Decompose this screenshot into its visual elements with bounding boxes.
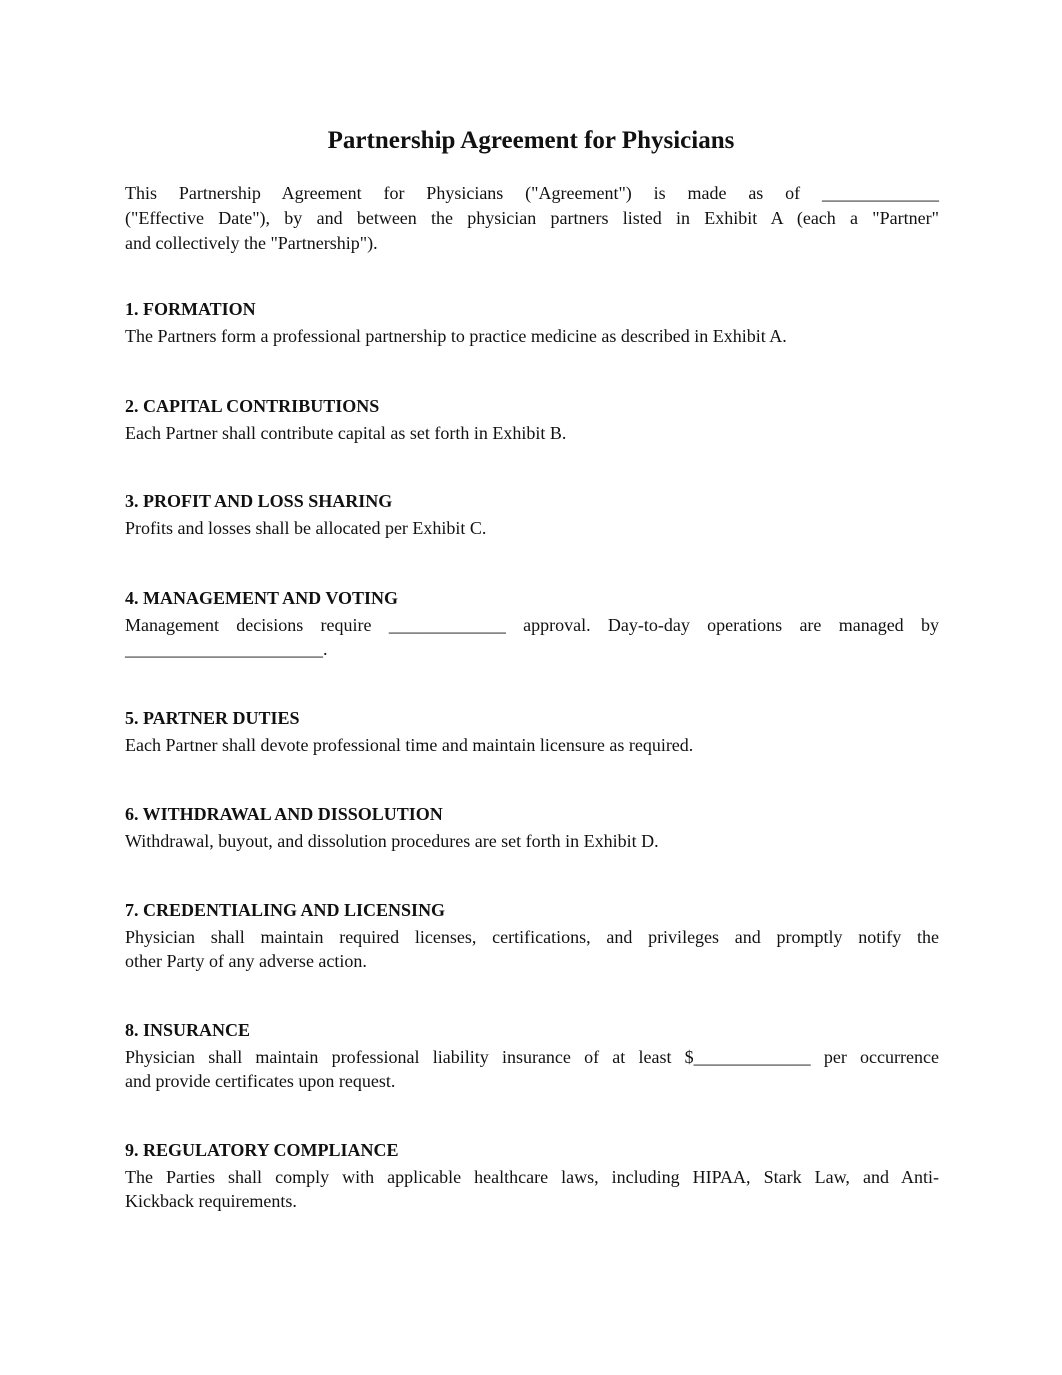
section-body <box>125 613 939 661</box>
section-body-line: Physician shall maintain required licenses, certifications, and privileges and promptly notify the <box>125 927 939 947</box>
section-heading: 5. PARTNER DUTIES <box>125 708 300 728</box>
section-body-line: and provide certificates upon request. <box>125 1071 396 1091</box>
section-body <box>125 516 939 540</box>
section-heading: 3. PROFIT AND LOSS SHARING <box>125 491 393 511</box>
section-capital-contributions <box>125 394 939 445</box>
section-management-voting <box>125 586 939 661</box>
section-heading: 2. CAPITAL CONTRIBUTIONS <box>125 396 380 416</box>
section-heading: 9. REGULATORY COMPLIANCE <box>125 1140 399 1160</box>
section-insurance <box>125 1018 939 1093</box>
section-body <box>125 925 939 973</box>
section-body <box>125 829 939 853</box>
section-regulatory-compliance <box>125 1138 939 1213</box>
intro-line: This Partnership Agreement for Physicians ("Agreement") is made as of _____________ <box>125 183 939 203</box>
section-body <box>125 733 939 757</box>
section-withdrawal-dissolution <box>125 802 939 853</box>
section-body-line: Withdrawal, buyout, and dissolution procedures are set forth in Exhibit D. <box>125 831 659 851</box>
section-body-line: Kickback requirements. <box>125 1191 297 1211</box>
section-partner-duties <box>125 706 939 757</box>
section-body <box>125 421 939 445</box>
section-body-line: Physician shall maintain professional liability insurance of at least $_____________ per occurrence <box>125 1047 939 1067</box>
section-body <box>125 1165 939 1213</box>
intro-paragraph <box>125 181 939 256</box>
section-body <box>125 1045 939 1093</box>
section-body-line: Profits and losses shall be allocated per Exhibit C. <box>125 518 487 538</box>
section-body-line: ______________________. <box>125 639 328 659</box>
section-body-line: Each Partner shall contribute capital as set forth in Exhibit B. <box>125 423 567 443</box>
section-heading: 8. INSURANCE <box>125 1020 251 1040</box>
document-title: Partnership Agreement for Physicians <box>327 127 735 154</box>
intro-line: ("Effective Date"), by and between the physician partners listed in Exhibit A (each a "Partner" <box>125 208 939 228</box>
section-credentialing-licensing <box>125 898 939 973</box>
section-formation <box>125 297 939 348</box>
section-heading: 4. MANAGEMENT AND VOTING <box>125 588 398 608</box>
section-body-line: The Parties shall comply with applicable healthcare laws, including HIPAA, Stark Law, and Anti- <box>125 1167 939 1187</box>
section-body-line: Each Partner shall devote professional time and maintain licensure as required. <box>125 735 694 755</box>
section-body-line: other Party of any adverse action. <box>125 951 367 971</box>
section-body-line: Management decisions require _____________ approval. Day-to-day operations are managed by <box>125 615 939 635</box>
section-profit-loss-sharing <box>125 489 939 540</box>
section-heading: 7. CREDENTIALING AND LICENSING <box>125 900 446 920</box>
section-body <box>125 324 939 348</box>
section-heading: 6. WITHDRAWAL AND DISSOLUTION <box>125 804 443 824</box>
intro-line: and collectively the "Partnership"). <box>125 233 378 253</box>
section-body-line: The Partners form a professional partnership to practice medicine as described in Exhibit A. <box>125 326 787 346</box>
section-heading: 1. FORMATION <box>125 299 256 319</box>
